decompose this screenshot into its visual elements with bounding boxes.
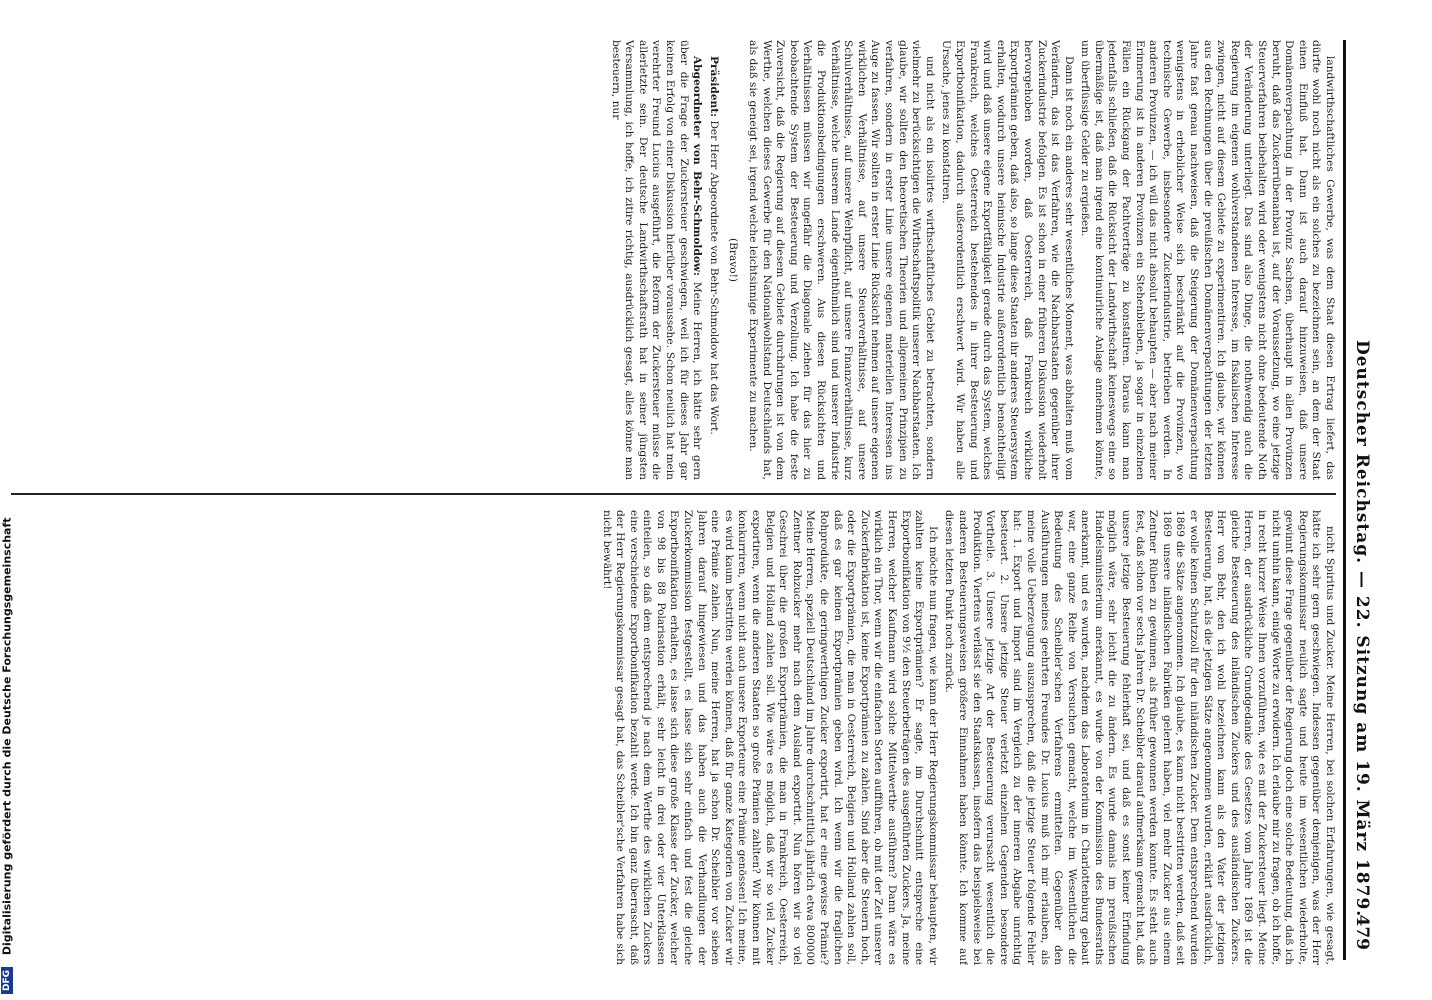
speaker-text: Meine Herren, ich hätte sehr gern über die Frage der Zuckersteuer geschwiegen, weil ich für dieses Jahr gar keinen Erfolg von einer Diskussion hierüber voraussehe. Schon neulich hat mein verehrter Freund Lucius ausgeführt, die Reform der Zuckersteuer müsse die allerletzte sein. Der deutsche Landwirthschaftsrath hat in seiner jüngsten Versammlung, ich hoffe, ich zitire richtig, ausdrücklich gesagt, alles könne man besteuern, nur xyxy=(609,40,704,480)
right-column xyxy=(11,510,1336,965)
president-label: Präsident: xyxy=(707,56,720,118)
attribution-text: Digitalisierung gefördert durch die Deutsche Forschungsgemeinschaft xyxy=(0,517,14,956)
right-paragraph-1: nicht Spiritus und Zucker. Meine Herren, bei solchen Erfahrungen, wie gesagt, hätte ich sehr gern geschwiegen. Indessen gegenüber demjenigen, was der Herr Regierungskommissar neulich sagte und heute im wesentlichen wiederholte, gewinnt diese Frage gegenüber der Regierung doch eine solche Bedeutung, daß ich nicht umhin kann, einige Worte zu erwidern. Ich erlaube mir zu fragen, ob ich hoffe, in recht kurzer Weise Ihnen vorzuführen, wie es mit der Zuckersteuer liegt. Meine Herren, der ausdrückliche Grundgedanke des Gesetzes vom Jahre 1869 ist die gleiche Besteuerung des inländischen Zuckers und des ausländischen Zuckers. Herr von Behr, den ich wohl bezeichnen kann als den Vater der jetzigen Besteuerung, hat, als die jetzigen Sätze angenommen wurden, erklärt ausdrücklich, er wolle keinen Schutzzoll für den inländischen Zucker. Dem entsprechend wurden 1869 die Sätze angenommen. Ich glaube, es kann nicht bestritten werden, daß seit 1869 unsere inländischen Fabriken gelernt haben, viel mehr Zucker aus einem Zentner Rüben zu gewinnen, als früher gewonnen werden konnte. Es steht auch fest, daß schon vor sechs Jahren Dr. Scheibler darauf aufmerksam gemacht hat, daß unsere jetzige Besteuerung fehlerhaft sei, und daß es sonst keiner Erfindung möglich wäre, sehr leicht die zu ändern. Es wurde damals im preußischen Handelsministerium anerkannt, es wurde von der Kommission des Bundesraths anerkannt, und es wurden, nachdem das Laboratorium in Charlottenburg gebaut war, eine ganze Reihe von Versuchen gemacht, welche im Wesentlichen die Bedeutung des Scheibler'schen Verfahrens ermittelten. Gegenüber den Ausführungen meines geehrten Freundes Dr. Lucius muß ich mir erlauben, als meine volle Ueberzeugung auszusprechen, daß die jetzige Steuer folgende Fehler hat: 1. Export und Import sind im Vergleich zu der inneren Abgabe unrichtig besteuert. 2. Unsere jetzige Steuer verletzt einzelnen Gegenden besondere Vortheile. 3. Unsere jetzige Art der Besteuerung verursacht wesentlich die Produktion. Viertens verlässt sie den Staatskassen, insofern das beispielsweise bei anderen Besteuerungsweisen größere Einnahmen haben könnte. Ich komme auf diesen letzten Punkt noch zurück. xyxy=(943,510,1336,965)
left-column xyxy=(11,40,1336,480)
applause-note: (Bravo!) xyxy=(727,237,740,283)
dfg-logo: DFG xyxy=(1,967,13,994)
header-title: Deutscher Reichstag. — 22. Sitzung am 19. März 1879. xyxy=(1352,340,1372,918)
speaker-paragraph xyxy=(608,40,703,480)
left-paragraph-2: Dann ist noch ein anderes sehr wesentliches Moment, was abhalten muß vom Verändern, das ist das Verfahren, wie die Nachbarstaaten gegenüber ihrer Zuckerindustrie befolgen. Es ist schon in einer früheren Diskussion wiederholt hervorgehoben worden, daß Oesterreich, daß Frankreich wirkliche Exportprämien geben, daß also, so lange diese Staaten ihr anderes Steuersystem erhalten, wodurch unsere heimische Industrie außerordentlich benachtheiligt wird und daß unsere eigene Exportfähigkeit gerade durch das System, welches Frankreich, welches Oesterreich bestehendes in ihrer Besteuerung und Exportbonifikation, dadurch außerordentlich erschwert wird. Wir haben alle Ursache, jenes zu konstatiren. xyxy=(940,40,1075,480)
right-paragraph-2: Ich möchte nun fragen, wie kann der Herr Regierungskommissar behaupten, wir zahlten keine Exportprämien? Er sagte, im Durchschnitt entspreche eine Exportbonifikation von 9½ den Steuerbeträgen des ausgeführten Zuckers. Ja, meine Herren, welcher Kaufmann wird solche Mittelwerthe ausführen? Dann wäre es wirklich ein Thor, wenn wir die einfachen Sorten aufführen, ob mit der Zeit unserer Zuckerfabrikation ist, keine Exportprämien zu zahlen. Sind aber die Steuern hoch, oder die Exportprämien, die man in Oesterreich, Belgien und Holland zahlen soll, daß es gar keinen Exportprämien geben wird. Ich wenn wir die fraglichen Rohprodukte, die geringwerthigen Zucker exportirt, hat er eine gewisse Prämie? Meine Herren, speziell Deutschland im Jahre durchschnittlich jährlich etwa 800000 Zentner Rohzucker mehr nach dem Ausland exportirt. Nun hören wir so viel Geschrei über die großen Exportprämien, die man in Frankreich, Oesterreich, Belgien und Holland zahlen soll. Wie wäre es möglich, daß wir so viel Zucker exportiren, wenn die anderen Staaten so große Prämien zahlten? Wir können mit konkurriren, wenn nicht auch unsere Exporteure eine Prämie genössen! Ich meine, es wird kaum bestritten werden können, daß für ganze Kategorien von Zucker wir eine Prämie zahlen. Nun, meine Herren, hat ja schon Dr. Scheibler vor sieben Jahren darauf hingewiesen und das haben auch die Verhandlungen der Zuckerkommission festgestellt, es lasse sich sehr einfach und fest die gleiche Exportbonifikation erhalten, es lasse sich diese große Klasse der Zucker, welcher von 98 bis 88 Polarisation erhält, sehr leicht in drei oder vier Unterklassen einteilen, so daß dem entsprechend je nach dem Werthe des wirklichen Zuckers eine verschiedene Exportbonifikation bezahlt werde. Ich bin ganz überrascht, daß der Herr Regierungskommissar gesagt hat, das Scheibler'sche Verfahren habe sich nicht bewährt! xyxy=(600,510,939,965)
page-number: 479 xyxy=(1352,914,1372,950)
digitization-attribution xyxy=(0,0,22,1000)
left-paragraph-3: und nicht als ein isolirtes wirthschaftliches Gebiet zu betrachten, sondern vielmehr zu berücksichtigen die Wirthschaftspolitik unserer Nachbarstaaten. Ich glaube, wir sollten den theoretischen Theorien und allgemeinen Prinzipien zu verfahren, sondern in erster Linie unsere eigenen materiellen Interessen ins Auge zu fassen. Wir sollten in erster Linie Rücksicht nehmen auf unsere eigenen wirklichen Verhältnisse, auf unsere Steuerverhältnisse, auf unsere Schulverhältnisse, auf unsere Wehrpflicht, auf unsere Finanzverhältnisse, kurz Verhältnisse, welche unserem Lande eigenthümlich sind und unserer Industrie die Produktionsbedingungen erschweren. Aus diesen Rücksichten und Verhältnissen müssen wir ungefähr die Diagonale ziehen für das hier zu beobachtende System der Besteuerung und Verzollung. Ich habe die feste Zuversicht, daß die Regierung auf diesem Gebiete durchdrungen ist von dem Werthe, welchen dieses Gewerbe für den Nationalwohlstand Deutschlands hat, als daß sie geneigt sei, irgend welche leichtsinnige Experimente zu machen. xyxy=(747,40,936,480)
left-paragraph-1: landwirthschaftliches Gewerbe, was dem Staat diesen Ertrag liefert, das dürfte wohl noch nicht als ein solches zu bezeichnen sein, an dem der Staat einen Einfluß hat. Dann ist auch darauf hinzuweisen, daß unsere Domänenverpachtung in der Provinz Sachsen, überhaupt in allen Provinzen beruht, daß das Zuckerrübenanbau ist, auf der Voraussetzung, wo eine jetzige Steuerverfahren beibehalten wird oder wenigstens nicht ohne bedeutende Noth der Veränderung unterliegt. Das sind also Dinge, die nothwendig auch die Regierung im eigenen wohlverstandenen Interesse, im fiskalischen Interesse zwingen, nicht auf diesem Gebiete zu experimentiren. Ich glaube, wir können aus den Rechnungen über die preußischen Domänenverpachtungen der letzten Jahre fast genau nachweisen, daß die Steigerung der Domänenverpachtung wenigstens in erheblicher Weise sich beschränkt auf die Provinzen, wo technische Gewerbe, insbesondere Zuckerindustrie, betrieben werden. In anderen Provinzen, — ich will das nicht absolut behaupten — aber nach meiner Erinnerung ist in anderen Provinzen ein Stehenbleiben, ja sogar in einzelnen Fällen ein Rückgang der Pachtverträge zu konstatiren. Daraus kann man jedenfalls schließen, daß die Rücksicht der Landwirthschaft keineswegs eine so übermäßige ist, daß man irgend eine kontinuirliche Anlage annehmen könnte, um überflüssige Gelder zu ergießen. xyxy=(1079,40,1336,480)
column-divider xyxy=(11,493,1336,495)
page-header xyxy=(1343,40,1376,960)
president-text: Der Herr Abgeordnete von Behr-Schmoldow hat das Wort. xyxy=(707,120,720,435)
speaker-label: Abgeordneter von Behr-Schmoldow: xyxy=(691,56,704,276)
president-paragraph xyxy=(706,40,720,480)
